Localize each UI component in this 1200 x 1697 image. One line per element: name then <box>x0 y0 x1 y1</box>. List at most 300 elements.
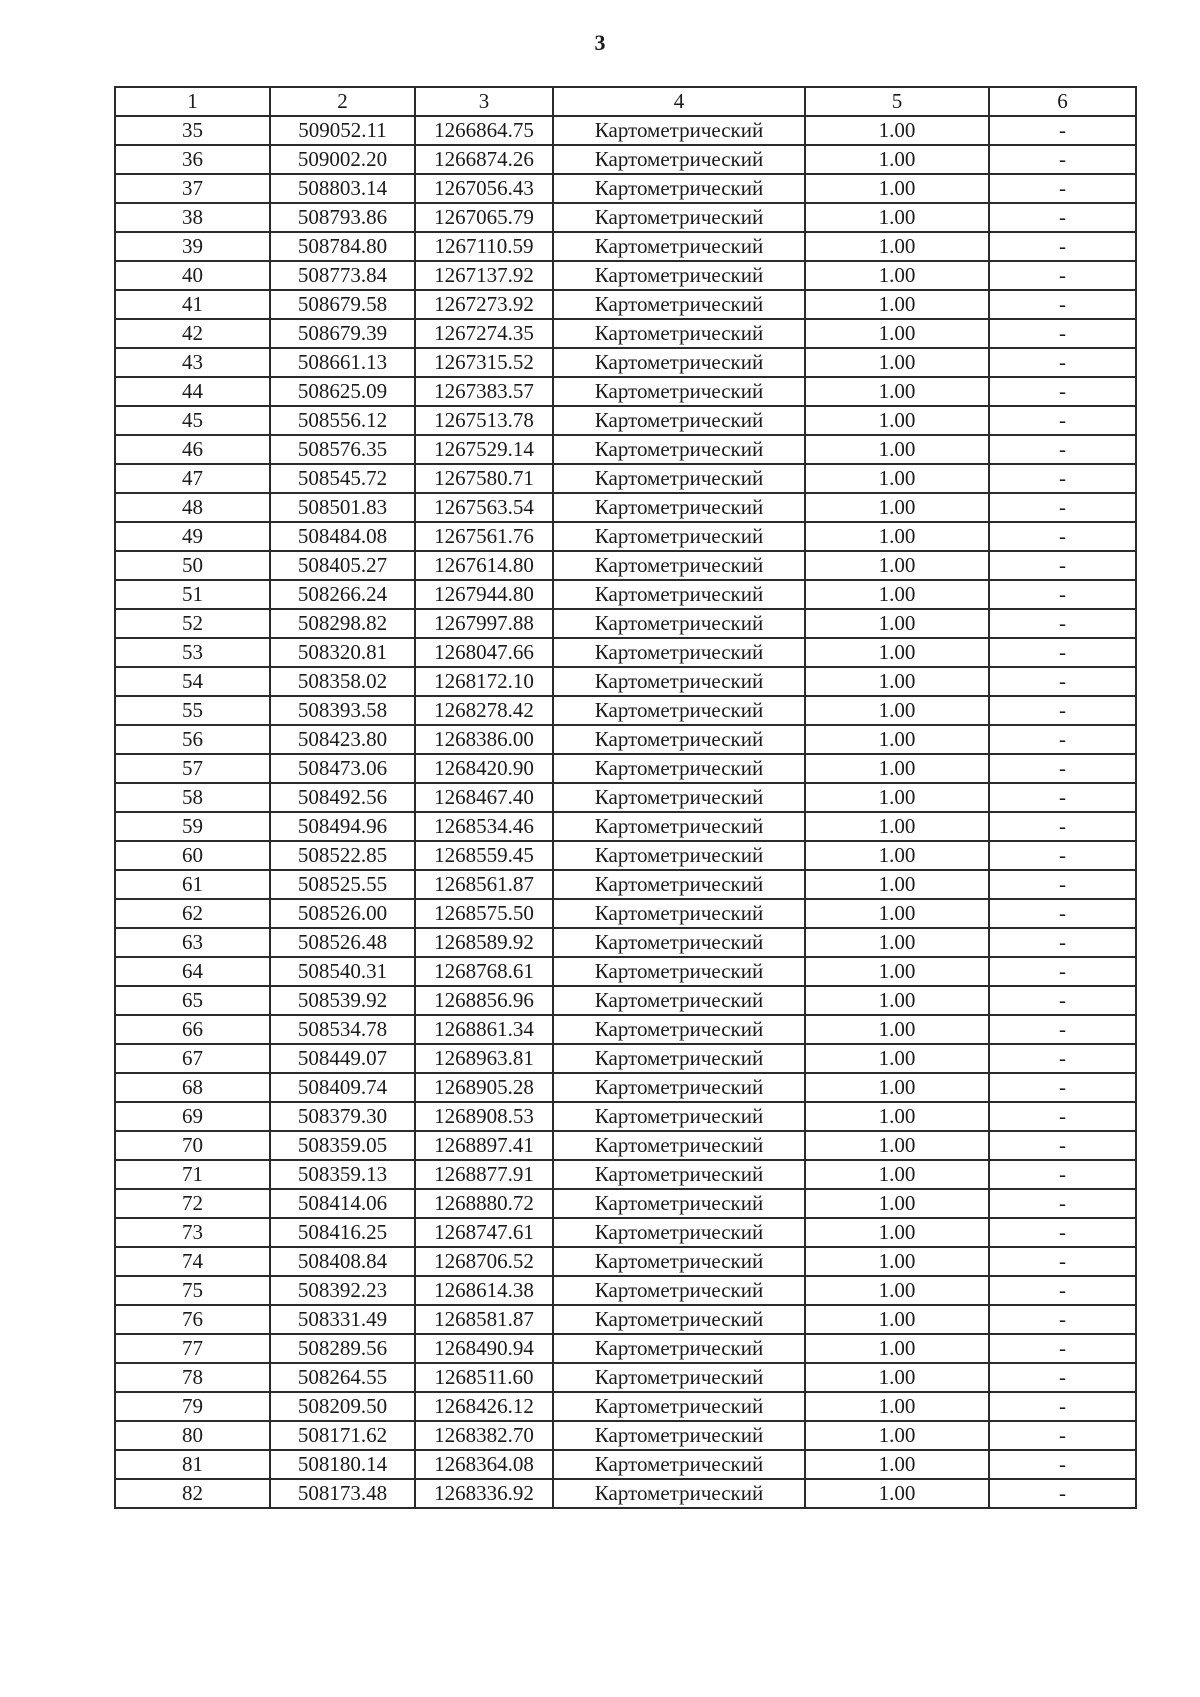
x-coordinate-cell: 508358.02 <box>270 667 415 696</box>
method-cell: Картометрический <box>553 435 805 464</box>
point-number-cell: 77 <box>115 1334 270 1363</box>
method-cell: Картометрический <box>553 1102 805 1131</box>
table-row <box>115 435 1136 464</box>
point-number-cell: 45 <box>115 406 270 435</box>
accuracy-cell: 1.00 <box>805 1044 989 1073</box>
method-cell: Картометрический <box>553 1305 805 1334</box>
x-coordinate-cell: 508539.92 <box>270 986 415 1015</box>
point-number-cell: 55 <box>115 696 270 725</box>
point-number-cell: 37 <box>115 174 270 203</box>
accuracy-cell: 1.00 <box>805 261 989 290</box>
y-coordinate-cell: 1266864.75 <box>415 116 553 145</box>
description-cell: - <box>989 986 1136 1015</box>
y-coordinate-cell: 1268589.92 <box>415 928 553 957</box>
point-number-cell: 80 <box>115 1421 270 1450</box>
y-coordinate-cell: 1267315.52 <box>415 348 553 377</box>
method-cell: Картометрический <box>553 812 805 841</box>
y-coordinate-cell: 1267383.57 <box>415 377 553 406</box>
description-cell: - <box>989 232 1136 261</box>
x-coordinate-cell: 508209.50 <box>270 1392 415 1421</box>
point-number-cell: 53 <box>115 638 270 667</box>
table-row <box>115 1044 1136 1073</box>
description-cell: - <box>989 667 1136 696</box>
accuracy-cell: 1.00 <box>805 232 989 261</box>
table-row <box>115 841 1136 870</box>
x-coordinate-cell: 508393.58 <box>270 696 415 725</box>
description-cell: - <box>989 348 1136 377</box>
method-cell: Картометрический <box>553 1189 805 1218</box>
y-coordinate-cell: 1268908.53 <box>415 1102 553 1131</box>
method-cell: Картометрический <box>553 1276 805 1305</box>
accuracy-cell: 1.00 <box>805 812 989 841</box>
accuracy-cell: 1.00 <box>805 638 989 667</box>
method-cell: Картометрический <box>553 377 805 406</box>
y-coordinate-cell: 1268897.41 <box>415 1131 553 1160</box>
y-coordinate-cell: 1268490.94 <box>415 1334 553 1363</box>
y-coordinate-cell: 1268880.72 <box>415 1189 553 1218</box>
point-number-cell: 48 <box>115 493 270 522</box>
description-cell: - <box>989 1392 1136 1421</box>
x-coordinate-cell: 508545.72 <box>270 464 415 493</box>
y-coordinate-cell: 1268172.10 <box>415 667 553 696</box>
table-row <box>115 1189 1136 1218</box>
description-cell: - <box>989 435 1136 464</box>
y-coordinate-cell: 1268364.08 <box>415 1450 553 1479</box>
description-cell: - <box>989 1421 1136 1450</box>
point-number-cell: 79 <box>115 1392 270 1421</box>
table-row <box>115 1276 1136 1305</box>
accuracy-cell: 1.00 <box>805 1247 989 1276</box>
y-coordinate-cell: 1267065.79 <box>415 203 553 232</box>
method-cell: Картометрический <box>553 1450 805 1479</box>
accuracy-cell: 1.00 <box>805 696 989 725</box>
table-row <box>115 1247 1136 1276</box>
accuracy-cell: 1.00 <box>805 783 989 812</box>
x-coordinate-cell: 508540.31 <box>270 957 415 986</box>
table-row <box>115 696 1136 725</box>
x-coordinate-cell: 508331.49 <box>270 1305 415 1334</box>
point-number-cell: 46 <box>115 435 270 464</box>
point-number-cell: 49 <box>115 522 270 551</box>
accuracy-cell: 1.00 <box>805 348 989 377</box>
description-cell: - <box>989 1247 1136 1276</box>
method-cell: Картометрический <box>553 1392 805 1421</box>
description-cell: - <box>989 290 1136 319</box>
table-row <box>115 1421 1136 1450</box>
coordinates-table-body <box>115 87 1136 1508</box>
point-number-cell: 39 <box>115 232 270 261</box>
y-coordinate-cell: 1267274.35 <box>415 319 553 348</box>
column-header: 6 <box>989 87 1136 116</box>
x-coordinate-cell: 508379.30 <box>270 1102 415 1131</box>
x-coordinate-cell: 508449.07 <box>270 1044 415 1073</box>
point-number-cell: 75 <box>115 1276 270 1305</box>
x-coordinate-cell: 508526.48 <box>270 928 415 957</box>
table-row <box>115 1073 1136 1102</box>
x-coordinate-cell: 508525.55 <box>270 870 415 899</box>
accuracy-cell: 1.00 <box>805 435 989 464</box>
point-number-cell: 51 <box>115 580 270 609</box>
y-coordinate-cell: 1268905.28 <box>415 1073 553 1102</box>
accuracy-cell: 1.00 <box>805 1102 989 1131</box>
method-cell: Картометрический <box>553 841 805 870</box>
accuracy-cell: 1.00 <box>805 667 989 696</box>
description-cell: - <box>989 899 1136 928</box>
description-cell: - <box>989 725 1136 754</box>
y-coordinate-cell: 1268467.40 <box>415 783 553 812</box>
description-cell: - <box>989 580 1136 609</box>
column-header: 3 <box>415 87 553 116</box>
table-row <box>115 899 1136 928</box>
accuracy-cell: 1.00 <box>805 116 989 145</box>
column-header: 4 <box>553 87 805 116</box>
method-cell: Картометрический <box>553 145 805 174</box>
x-coordinate-cell: 508492.56 <box>270 783 415 812</box>
description-cell: - <box>989 1276 1136 1305</box>
x-coordinate-cell: 508484.08 <box>270 522 415 551</box>
x-coordinate-cell: 508392.23 <box>270 1276 415 1305</box>
method-cell: Картометрический <box>553 725 805 754</box>
column-header: 1 <box>115 87 270 116</box>
y-coordinate-cell: 1268768.61 <box>415 957 553 986</box>
point-number-cell: 70 <box>115 1131 270 1160</box>
description-cell: - <box>989 1102 1136 1131</box>
table-header-row <box>115 87 1136 116</box>
accuracy-cell: 1.00 <box>805 1073 989 1102</box>
method-cell: Картометрический <box>553 957 805 986</box>
y-coordinate-cell: 1268706.52 <box>415 1247 553 1276</box>
point-number-cell: 59 <box>115 812 270 841</box>
y-coordinate-cell: 1267110.59 <box>415 232 553 261</box>
table-row <box>115 1305 1136 1334</box>
point-number-cell: 73 <box>115 1218 270 1247</box>
method-cell: Картометрический <box>553 406 805 435</box>
accuracy-cell: 1.00 <box>805 551 989 580</box>
page-number: 3 <box>594 30 606 55</box>
y-coordinate-cell: 1268047.66 <box>415 638 553 667</box>
method-cell: Картометрический <box>553 1131 805 1160</box>
method-cell: Картометрический <box>553 754 805 783</box>
y-coordinate-cell: 1268511.60 <box>415 1363 553 1392</box>
x-coordinate-cell: 508793.86 <box>270 203 415 232</box>
x-coordinate-cell: 508409.74 <box>270 1073 415 1102</box>
x-coordinate-cell: 509002.20 <box>270 145 415 174</box>
method-cell: Картометрический <box>553 986 805 1015</box>
accuracy-cell: 1.00 <box>805 1479 989 1508</box>
description-cell: - <box>989 377 1136 406</box>
y-coordinate-cell: 1267273.92 <box>415 290 553 319</box>
y-coordinate-cell: 1268614.38 <box>415 1276 553 1305</box>
accuracy-cell: 1.00 <box>805 1189 989 1218</box>
y-coordinate-cell: 1268534.46 <box>415 812 553 841</box>
y-coordinate-cell: 1267137.92 <box>415 261 553 290</box>
point-number-cell: 40 <box>115 261 270 290</box>
method-cell: Картометрический <box>553 348 805 377</box>
point-number-cell: 52 <box>115 609 270 638</box>
y-coordinate-cell: 1268575.50 <box>415 899 553 928</box>
y-coordinate-cell: 1268382.70 <box>415 1421 553 1450</box>
method-cell: Картометрический <box>553 580 805 609</box>
x-coordinate-cell: 508501.83 <box>270 493 415 522</box>
table-row <box>115 1334 1136 1363</box>
method-cell: Картометрический <box>553 232 805 261</box>
x-coordinate-cell: 508522.85 <box>270 841 415 870</box>
table-row <box>115 319 1136 348</box>
x-coordinate-cell: 508414.06 <box>270 1189 415 1218</box>
method-cell: Картометрический <box>553 261 805 290</box>
table-row <box>115 667 1136 696</box>
description-cell: - <box>989 812 1136 841</box>
point-number-cell: 66 <box>115 1015 270 1044</box>
description-cell: - <box>989 1218 1136 1247</box>
description-cell: - <box>989 319 1136 348</box>
y-coordinate-cell: 1267614.80 <box>415 551 553 580</box>
x-coordinate-cell: 508494.96 <box>270 812 415 841</box>
x-coordinate-cell: 508289.56 <box>270 1334 415 1363</box>
x-coordinate-cell: 508784.80 <box>270 232 415 261</box>
point-number-cell: 58 <box>115 783 270 812</box>
table-row <box>115 1392 1136 1421</box>
description-cell: - <box>989 638 1136 667</box>
description-cell: - <box>989 754 1136 783</box>
accuracy-cell: 1.00 <box>805 406 989 435</box>
y-coordinate-cell: 1267944.80 <box>415 580 553 609</box>
x-coordinate-cell: 508679.39 <box>270 319 415 348</box>
accuracy-cell: 1.00 <box>805 1334 989 1363</box>
table-row <box>115 377 1136 406</box>
column-header: 2 <box>270 87 415 116</box>
method-cell: Картометрический <box>553 203 805 232</box>
point-number-cell: 76 <box>115 1305 270 1334</box>
x-coordinate-cell: 508661.13 <box>270 348 415 377</box>
y-coordinate-cell: 1268559.45 <box>415 841 553 870</box>
table-row <box>115 1363 1136 1392</box>
y-coordinate-cell: 1268581.87 <box>415 1305 553 1334</box>
table-row <box>115 928 1136 957</box>
x-coordinate-cell: 508526.00 <box>270 899 415 928</box>
method-cell: Картометрический <box>553 1073 805 1102</box>
point-number-cell: 42 <box>115 319 270 348</box>
accuracy-cell: 1.00 <box>805 1276 989 1305</box>
table-row <box>115 1015 1136 1044</box>
y-coordinate-cell: 1267563.54 <box>415 493 553 522</box>
x-coordinate-cell: 508266.24 <box>270 580 415 609</box>
accuracy-cell: 1.00 <box>805 928 989 957</box>
description-cell: - <box>989 1479 1136 1508</box>
table-row <box>115 522 1136 551</box>
y-coordinate-cell: 1268963.81 <box>415 1044 553 1073</box>
description-cell: - <box>989 783 1136 812</box>
point-number-cell: 62 <box>115 899 270 928</box>
table-row <box>115 1102 1136 1131</box>
point-number-cell: 44 <box>115 377 270 406</box>
point-number-cell: 81 <box>115 1450 270 1479</box>
table-row <box>115 493 1136 522</box>
x-coordinate-cell: 508359.05 <box>270 1131 415 1160</box>
point-number-cell: 60 <box>115 841 270 870</box>
point-number-cell: 56 <box>115 725 270 754</box>
method-cell: Картометрический <box>553 1363 805 1392</box>
point-number-cell: 63 <box>115 928 270 957</box>
method-cell: Картометрический <box>553 696 805 725</box>
method-cell: Картометрический <box>553 928 805 957</box>
description-cell: - <box>989 261 1136 290</box>
accuracy-cell: 1.00 <box>805 377 989 406</box>
point-number-cell: 71 <box>115 1160 270 1189</box>
table-row <box>115 638 1136 667</box>
description-cell: - <box>989 1160 1136 1189</box>
description-cell: - <box>989 696 1136 725</box>
method-cell: Картометрический <box>553 899 805 928</box>
table-row <box>115 812 1136 841</box>
description-cell: - <box>989 551 1136 580</box>
method-cell: Картометрический <box>553 174 805 203</box>
accuracy-cell: 1.00 <box>805 609 989 638</box>
x-coordinate-cell: 508173.48 <box>270 1479 415 1508</box>
accuracy-cell: 1.00 <box>805 290 989 319</box>
point-number-cell: 43 <box>115 348 270 377</box>
point-number-cell: 41 <box>115 290 270 319</box>
method-cell: Картометрический <box>553 522 805 551</box>
y-coordinate-cell: 1267997.88 <box>415 609 553 638</box>
accuracy-cell: 1.00 <box>805 841 989 870</box>
table-row <box>115 1479 1136 1508</box>
y-coordinate-cell: 1268386.00 <box>415 725 553 754</box>
method-cell: Картометрический <box>553 319 805 348</box>
table-row <box>115 870 1136 899</box>
table-row <box>115 986 1136 1015</box>
accuracy-cell: 1.00 <box>805 580 989 609</box>
point-number-cell: 82 <box>115 1479 270 1508</box>
point-number-cell: 50 <box>115 551 270 580</box>
x-coordinate-cell: 508576.35 <box>270 435 415 464</box>
description-cell: - <box>989 406 1136 435</box>
y-coordinate-cell: 1267580.71 <box>415 464 553 493</box>
description-cell: - <box>989 1363 1136 1392</box>
y-coordinate-cell: 1267561.76 <box>415 522 553 551</box>
point-number-cell: 72 <box>115 1189 270 1218</box>
method-cell: Картометрический <box>553 609 805 638</box>
y-coordinate-cell: 1268426.12 <box>415 1392 553 1421</box>
accuracy-cell: 1.00 <box>805 1218 989 1247</box>
description-cell: - <box>989 928 1136 957</box>
description-cell: - <box>989 1073 1136 1102</box>
accuracy-cell: 1.00 <box>805 1392 989 1421</box>
x-coordinate-cell: 508405.27 <box>270 551 415 580</box>
x-coordinate-cell: 508359.13 <box>270 1160 415 1189</box>
x-coordinate-cell: 508679.58 <box>270 290 415 319</box>
method-cell: Картометрический <box>553 783 805 812</box>
y-coordinate-cell: 1268561.87 <box>415 870 553 899</box>
accuracy-cell: 1.00 <box>805 1131 989 1160</box>
point-number-cell: 38 <box>115 203 270 232</box>
method-cell: Картометрический <box>553 464 805 493</box>
point-number-cell: 78 <box>115 1363 270 1392</box>
point-number-cell: 67 <box>115 1044 270 1073</box>
accuracy-cell: 1.00 <box>805 1363 989 1392</box>
table-row <box>115 145 1136 174</box>
description-cell: - <box>989 1131 1136 1160</box>
point-number-cell: 35 <box>115 116 270 145</box>
accuracy-cell: 1.00 <box>805 870 989 899</box>
y-coordinate-cell: 1266874.26 <box>415 145 553 174</box>
y-coordinate-cell: 1268278.42 <box>415 696 553 725</box>
accuracy-cell: 1.00 <box>805 493 989 522</box>
method-cell: Картометрический <box>553 638 805 667</box>
description-cell: - <box>989 1450 1136 1479</box>
accuracy-cell: 1.00 <box>805 899 989 928</box>
y-coordinate-cell: 1268747.61 <box>415 1218 553 1247</box>
method-cell: Картометрический <box>553 667 805 696</box>
description-cell: - <box>989 493 1136 522</box>
table-row <box>115 754 1136 783</box>
method-cell: Картометрический <box>553 1160 805 1189</box>
description-cell: - <box>989 957 1136 986</box>
table-row <box>115 580 1136 609</box>
method-cell: Картометрический <box>553 1015 805 1044</box>
x-coordinate-cell: 509052.11 <box>270 116 415 145</box>
accuracy-cell: 1.00 <box>805 145 989 174</box>
coordinates-table <box>114 86 1137 1509</box>
x-coordinate-cell: 508264.55 <box>270 1363 415 1392</box>
method-cell: Картометрический <box>553 493 805 522</box>
method-cell: Картометрический <box>553 1044 805 1073</box>
accuracy-cell: 1.00 <box>805 203 989 232</box>
y-coordinate-cell: 1268861.34 <box>415 1015 553 1044</box>
method-cell: Картометрический <box>553 116 805 145</box>
accuracy-cell: 1.00 <box>805 986 989 1015</box>
description-cell: - <box>989 1015 1136 1044</box>
method-cell: Картометрический <box>553 1247 805 1276</box>
table-row <box>115 203 1136 232</box>
table-row <box>115 783 1136 812</box>
accuracy-cell: 1.00 <box>805 319 989 348</box>
x-coordinate-cell: 508320.81 <box>270 638 415 667</box>
y-coordinate-cell: 1268336.92 <box>415 1479 553 1508</box>
description-cell: - <box>989 522 1136 551</box>
point-number-cell: 69 <box>115 1102 270 1131</box>
x-coordinate-cell: 508534.78 <box>270 1015 415 1044</box>
description-cell: - <box>989 1189 1136 1218</box>
x-coordinate-cell: 508473.06 <box>270 754 415 783</box>
accuracy-cell: 1.00 <box>805 957 989 986</box>
table-row <box>115 261 1136 290</box>
x-coordinate-cell: 508171.62 <box>270 1421 415 1450</box>
table-row <box>115 1450 1136 1479</box>
accuracy-cell: 1.00 <box>805 1421 989 1450</box>
table-row <box>115 406 1136 435</box>
method-cell: Картометрический <box>553 1421 805 1450</box>
table-row <box>115 551 1136 580</box>
method-cell: Картометрический <box>553 290 805 319</box>
table-row <box>115 464 1136 493</box>
table-row <box>115 609 1136 638</box>
description-cell: - <box>989 1305 1136 1334</box>
table-row <box>115 1218 1136 1247</box>
description-cell: - <box>989 1334 1136 1363</box>
accuracy-cell: 1.00 <box>805 1450 989 1479</box>
description-cell: - <box>989 203 1136 232</box>
accuracy-cell: 1.00 <box>805 522 989 551</box>
y-coordinate-cell: 1267056.43 <box>415 174 553 203</box>
point-number-cell: 64 <box>115 957 270 986</box>
table-row <box>115 957 1136 986</box>
description-cell: - <box>989 174 1136 203</box>
table-row <box>115 725 1136 754</box>
y-coordinate-cell: 1267513.78 <box>415 406 553 435</box>
point-number-cell: 47 <box>115 464 270 493</box>
x-coordinate-cell: 508298.82 <box>270 609 415 638</box>
